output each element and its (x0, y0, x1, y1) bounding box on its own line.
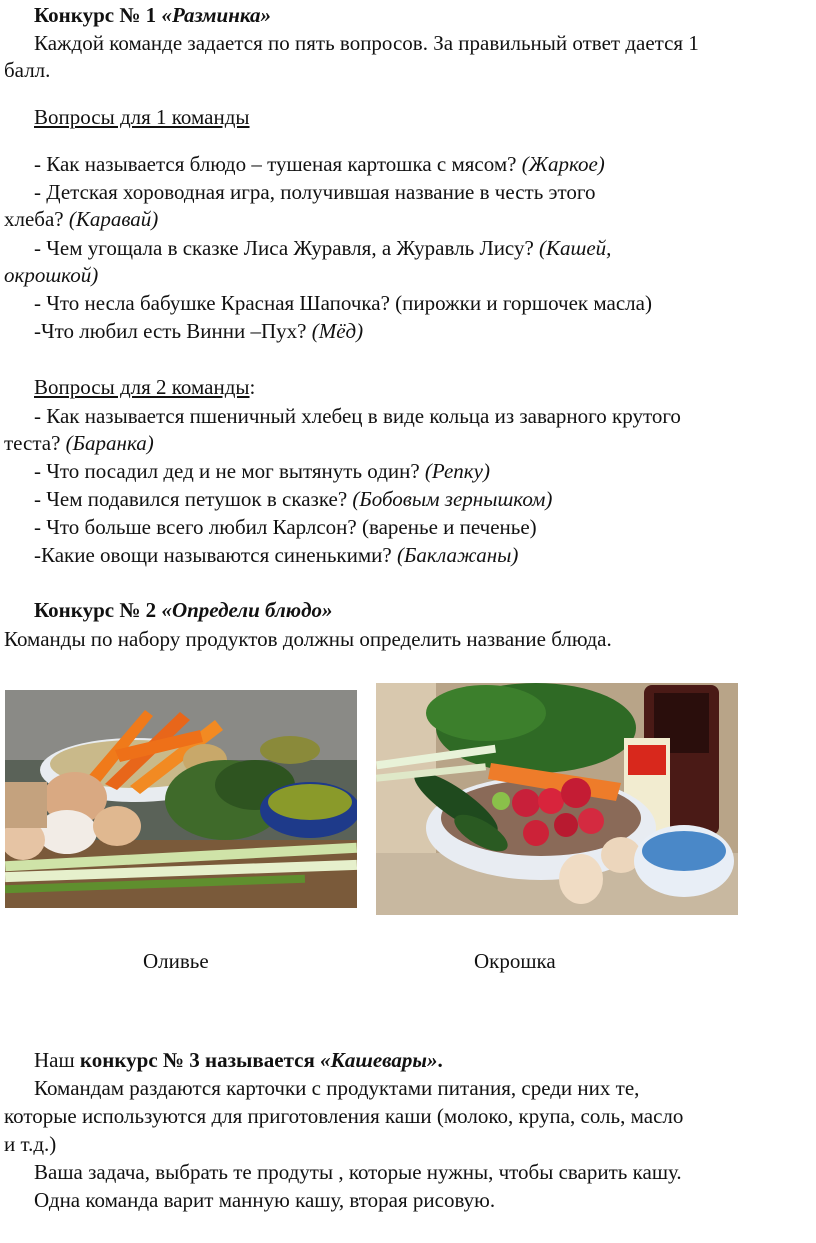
contest3-line1: Командам раздаются карточки с продуктами питания, среди них те, (34, 1076, 640, 1100)
caption-okroshka: Окрошка (474, 949, 556, 973)
contest1-desc-line2: балл. (4, 58, 51, 82)
contest3-line3: и т.д.) (4, 1132, 57, 1156)
team2-question-2: - Что посадил дед и не мог вытянуть один? (Репку) (34, 459, 490, 483)
contest3-title: Наш конкурс № 3 называется «Кашевары». (34, 1048, 443, 1072)
team2-question-3: - Чем подавился петушок в сказке? (Бобовым зернышком) (34, 487, 553, 511)
team1-question-3-cont: окрошкой) (4, 263, 99, 287)
contest3-line4: Ваша задача, выбрать те продуты , которые нужны, чтобы сварить кашу. (34, 1160, 682, 1184)
contest3-line5: Одна команда варит манную кашу, вторая рисовую. (34, 1188, 496, 1212)
contest2-desc: Команды по набору продуктов должны определить название блюда. (4, 627, 612, 651)
contest1-desc-line1: Каждой команде задается по пять вопросов. За правильный ответ дается 1 (34, 31, 699, 55)
team1-question-4: - Что несла бабушке Красная Шапочка? (пирожки и горшочек масла) (34, 291, 652, 315)
team2-question-1-cont: теста? (Баранка) (4, 431, 154, 455)
team2-question-5: -Какие овощи называются синенькими? (Баклажаны) (34, 543, 519, 567)
team1-question-1: - Как называется блюдо – тушеная картошка с мясом? (Жаркое) (34, 152, 605, 176)
team1-heading: Вопросы для 1 команды (34, 105, 250, 129)
contest1-title: Конкурс № 1 «Разминка» (34, 3, 271, 27)
team2-question-4: - Что больше всего любил Карлсон? (варенье и печенье) (34, 515, 537, 539)
contest2-title: Конкурс № 2 «Определи блюдо» (34, 598, 333, 622)
team2-question-1: - Как называется пшеничный хлебец в виде кольца из заварного крутого (34, 404, 681, 428)
team2-heading: Вопросы для 2 команды: (34, 375, 256, 399)
team1-question-2: - Детская хороводная игра, получившая название в честь этого (34, 180, 596, 204)
contest3-line2: которые используются для приготовления каши (молоко, крупа, соль, масло (4, 1104, 684, 1128)
team1-question-2-cont: хлеба? (Каравай) (4, 207, 159, 231)
team1-question-3: - Чем угощала в сказке Лиса Журавля, а Журавль Лису? (Кашей, (34, 236, 612, 260)
olivier-ingredients-photo (5, 690, 357, 908)
okroshka-ingredients-photo (376, 683, 738, 915)
team1-question-5: -Что любил есть Винни –Пух? (Мёд) (34, 319, 364, 343)
caption-olivier: Оливье (143, 949, 209, 973)
